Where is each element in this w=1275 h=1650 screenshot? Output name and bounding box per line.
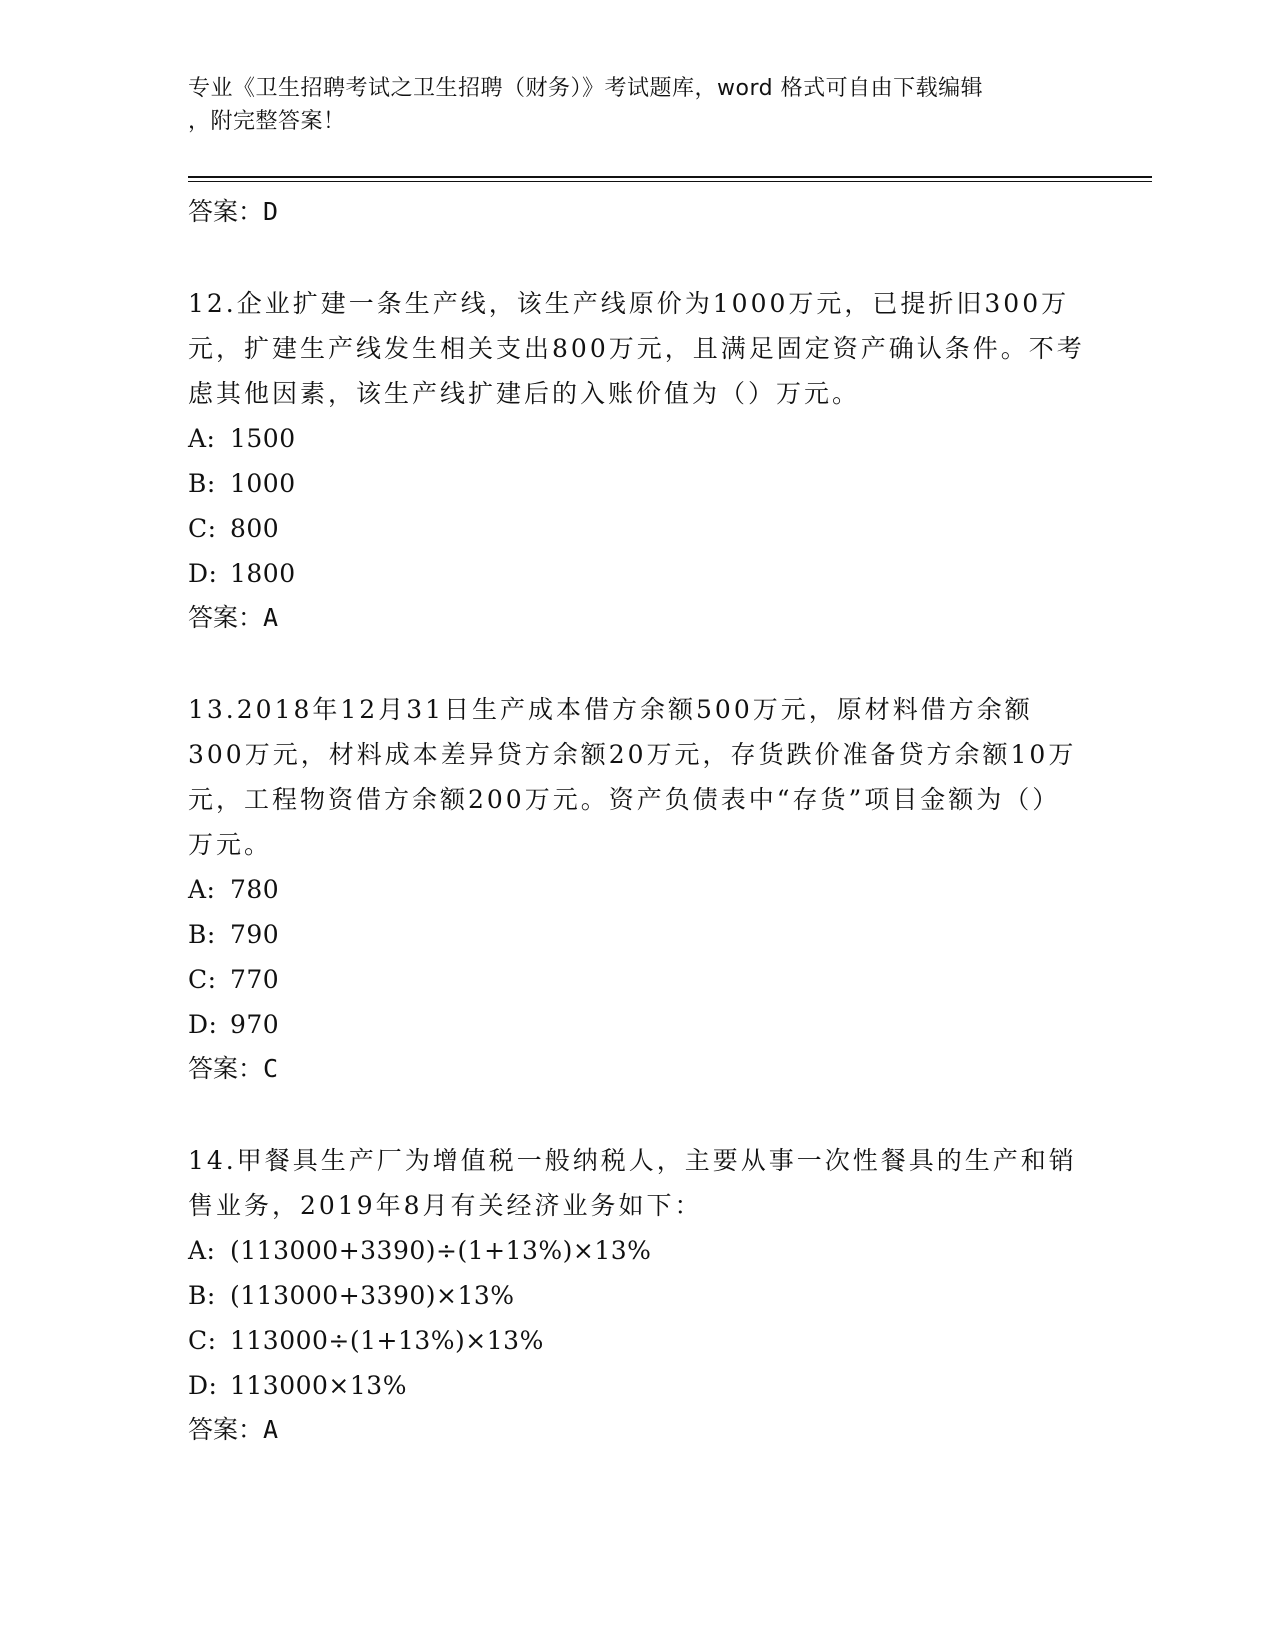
option-b xyxy=(188,461,1088,506)
option-text: 113000×13% xyxy=(230,1371,407,1400)
question-text: 13.2018年12月31日生产成本借方余额500万元，原材料借方余额300万元，材料成本差异贷方余额20万元，存货跌价准备贷方余额10万元，工程物资借方余额200万元。资产负债表中“存货”项目金额为（）万元。 xyxy=(188,695,1077,859)
option-b xyxy=(188,912,1088,957)
question-text: 14.甲餐具生产厂为增值税一般纳税人，主要从事一次性餐具的生产和销售业务，2019年8月有关经济业务如下： xyxy=(188,1146,1077,1220)
answer-label: 答案： xyxy=(188,1054,264,1083)
option-label: B: xyxy=(188,920,216,949)
option-text: 800 xyxy=(230,514,280,543)
header-divider-thin xyxy=(188,181,1152,182)
option-label: D: xyxy=(188,559,218,588)
option-label: D: xyxy=(188,1371,218,1400)
question-13 xyxy=(188,687,1088,1091)
option-a xyxy=(188,1228,1088,1273)
option-label: C: xyxy=(188,514,217,543)
header-line-2: ，附完整答案！ xyxy=(188,109,346,134)
option-text: 1000 xyxy=(230,469,296,498)
answer-label: 答案： xyxy=(188,197,264,226)
option-a xyxy=(188,867,1088,912)
option-text: 790 xyxy=(230,920,280,949)
option-label: C: xyxy=(188,1326,217,1355)
option-label: B: xyxy=(188,1281,216,1310)
question-14 xyxy=(188,1138,1088,1452)
option-text: (113000+3390)÷(1+13%)×13% xyxy=(230,1236,652,1265)
option-text: 1800 xyxy=(230,559,296,588)
option-text: 770 xyxy=(230,965,280,994)
answer-value: A xyxy=(263,1415,279,1444)
option-d xyxy=(188,551,1088,596)
option-label: A: xyxy=(188,875,216,904)
answer-label: 答案： xyxy=(188,1415,264,1444)
document-header xyxy=(188,72,1088,138)
option-text: 1500 xyxy=(230,424,296,453)
question-12 xyxy=(188,281,1088,640)
option-text: 970 xyxy=(230,1010,280,1039)
answer-value: D xyxy=(263,197,279,226)
question-answer xyxy=(188,596,1088,640)
header-divider-thick xyxy=(188,176,1152,178)
answer-value: C xyxy=(263,1054,279,1083)
question-text: 12.企业扩建一条生产线，该生产线原价为1000万元，已提折旧300万元，扩建生产线发生相关支出800万元，且满足固定资产确认条件。不考虑其他因素，该生产线扩建后的入账价值为（）万元。 xyxy=(188,289,1085,408)
answer-value: A xyxy=(263,603,279,632)
option-label: A: xyxy=(188,424,216,453)
option-c xyxy=(188,1318,1088,1363)
document-content xyxy=(188,190,1088,1452)
option-d xyxy=(188,1363,1088,1408)
option-d xyxy=(188,1002,1088,1047)
option-text: 113000÷(1+13%)×13% xyxy=(230,1326,544,1355)
option-label: B: xyxy=(188,469,216,498)
option-label: C: xyxy=(188,965,217,994)
option-c xyxy=(188,957,1088,1002)
option-b xyxy=(188,1273,1088,1318)
option-c xyxy=(188,506,1088,551)
header-line-1: 专业《卫生招聘考试之卫生招聘（财务）》考试题库，word 格式可自由下载编辑 xyxy=(188,76,984,101)
question-answer xyxy=(188,1047,1088,1091)
question-answer xyxy=(188,1408,1088,1452)
option-text: (113000+3390)×13% xyxy=(230,1281,515,1310)
option-label: A: xyxy=(188,1236,216,1265)
answer-label: 答案： xyxy=(188,603,264,632)
previous-answer xyxy=(188,190,1088,234)
option-text: 780 xyxy=(230,875,280,904)
option-a xyxy=(188,416,1088,461)
option-label: D: xyxy=(188,1010,218,1039)
